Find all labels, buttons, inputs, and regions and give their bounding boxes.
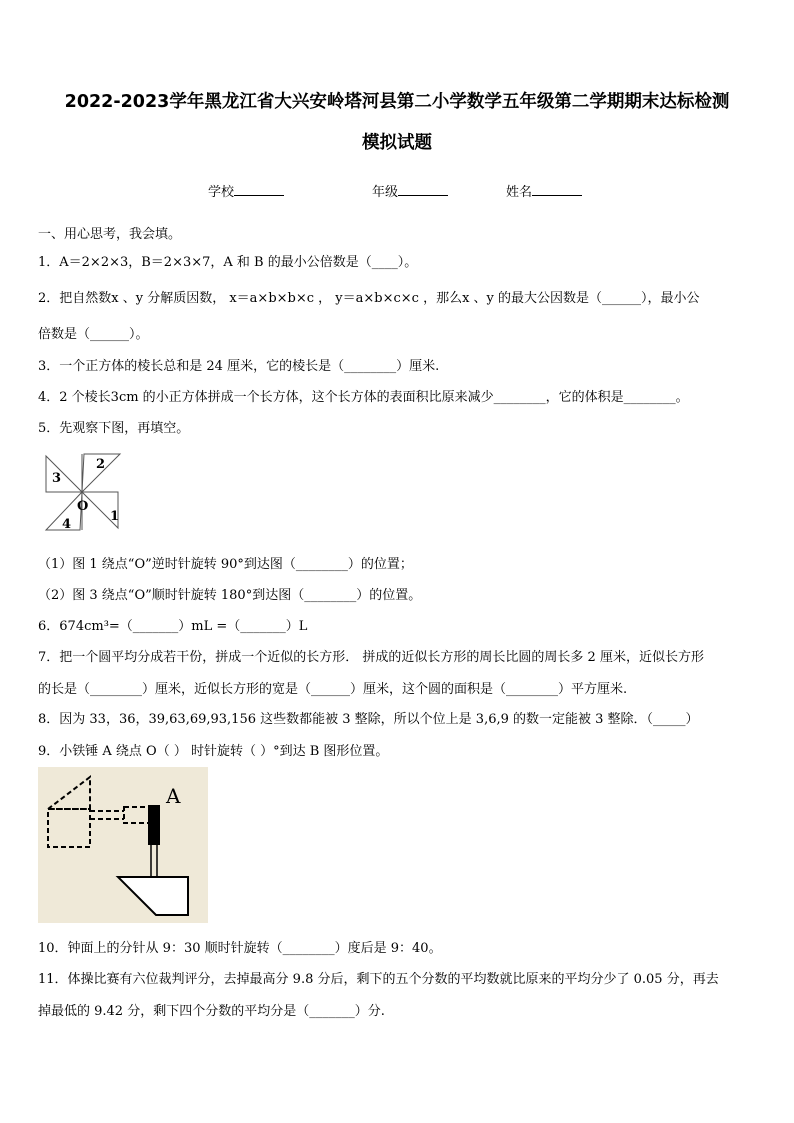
page-title: 2022-2023学年黑龙江省大兴安岭塔河县第二小学数学五年级第二学期期末达标检测 [64, 92, 730, 112]
school-label: 学校 [208, 185, 235, 200]
grade-label: 年级 [372, 185, 399, 200]
question-11-line2: 掉最低的 9.42 分，剩下四个分数的平均分是（_______）分. [38, 1004, 385, 1019]
dashed-head [124, 807, 150, 823]
question-5-part1: （1）图 1 绕点“O”逆时针旋转 90°到达图（________）的位置； [38, 557, 413, 572]
hammer-head-a [148, 805, 160, 845]
question-10: 10．钟面上的分针从 9：30 顺时针旋转（________）度后是 9：40。 [38, 941, 442, 956]
label-o: O [77, 499, 89, 514]
question-3: 3．一个正方体的棱长总和是 24 厘米，它的棱长是（________）厘米. [38, 359, 440, 374]
dashed-square [48, 809, 90, 847]
dashed-triangle [48, 777, 90, 809]
label-1: 1 [110, 509, 120, 524]
question-8: 8．因为 33，36，39,63,69,93,156 这些数都能被 3 整除，所以个位上是 3,6,9 的数一定能被 3 整除．（_____） [38, 712, 699, 727]
pinwheel-figure [44, 452, 124, 532]
label-4: 4 [62, 517, 72, 532]
question-9: 9．小铁锤 A 绕点 O（ ） 时针旋转（ ）°到达 B 图形位置。 [38, 744, 389, 759]
name-blank [532, 183, 582, 196]
school-field [208, 181, 284, 200]
page-title-line2: 模拟试题 [362, 133, 432, 153]
section-heading: 一、用心思考，我会填。 [38, 227, 182, 242]
label-a: A [166, 784, 181, 808]
question-11-line1: 11．体操比赛有六位裁判评分，去掉最高分 9.8 分后，剩下的五个分数的平均数就比原来的平均分少了 0.05 分，再去 [38, 972, 719, 987]
question-1: 1．A＝2×2×3，B＝2×3×7，A 和 B 的最小公倍数是（____）。 [38, 255, 418, 270]
grade-field [372, 181, 448, 200]
question-6: 6．674cm³=（_______）mL =（_______）L [38, 619, 308, 634]
shape-b [118, 877, 188, 915]
question-4: 4．2 个棱长3cm 的小正方体拼成一个长方体，这个长方体的表面积比原来减少________，它的体积是________。 [38, 390, 689, 405]
label-2: 2 [96, 457, 106, 472]
grade-blank [398, 183, 448, 196]
name-field [506, 181, 582, 200]
name-label: 姓名 [506, 185, 533, 200]
question-5-part2: （2）图 3 绕点“O”顺时针旋转 180°到达图（________）的位置。 [38, 588, 422, 603]
question-2-line2: 倍数是（______）。 [38, 327, 149, 342]
question-7-line1: 7．把一个圆平均分成若干份，拼成一个近似的长方形． 拼成的近似长方形的周长比圆的周长多 2 厘米，近似长方形 [38, 650, 704, 665]
label-3: 3 [52, 471, 62, 486]
question-7-line2: 的长是（________）厘米，近似长方形的宽是（______）厘米，这个圆的面积是（________）平方厘米. [38, 682, 628, 697]
question-5: 5．先观察下图，再填空。 [38, 421, 190, 436]
question-2-line1: 2．把自然数x 、y 分解质因数， x＝a×b×b×c ， y＝a×b×c×c ，那么x 、y 的最大公因数是（______），最小公 [38, 291, 700, 306]
school-blank [234, 183, 284, 196]
hammer-rotation-figure [38, 767, 208, 923]
